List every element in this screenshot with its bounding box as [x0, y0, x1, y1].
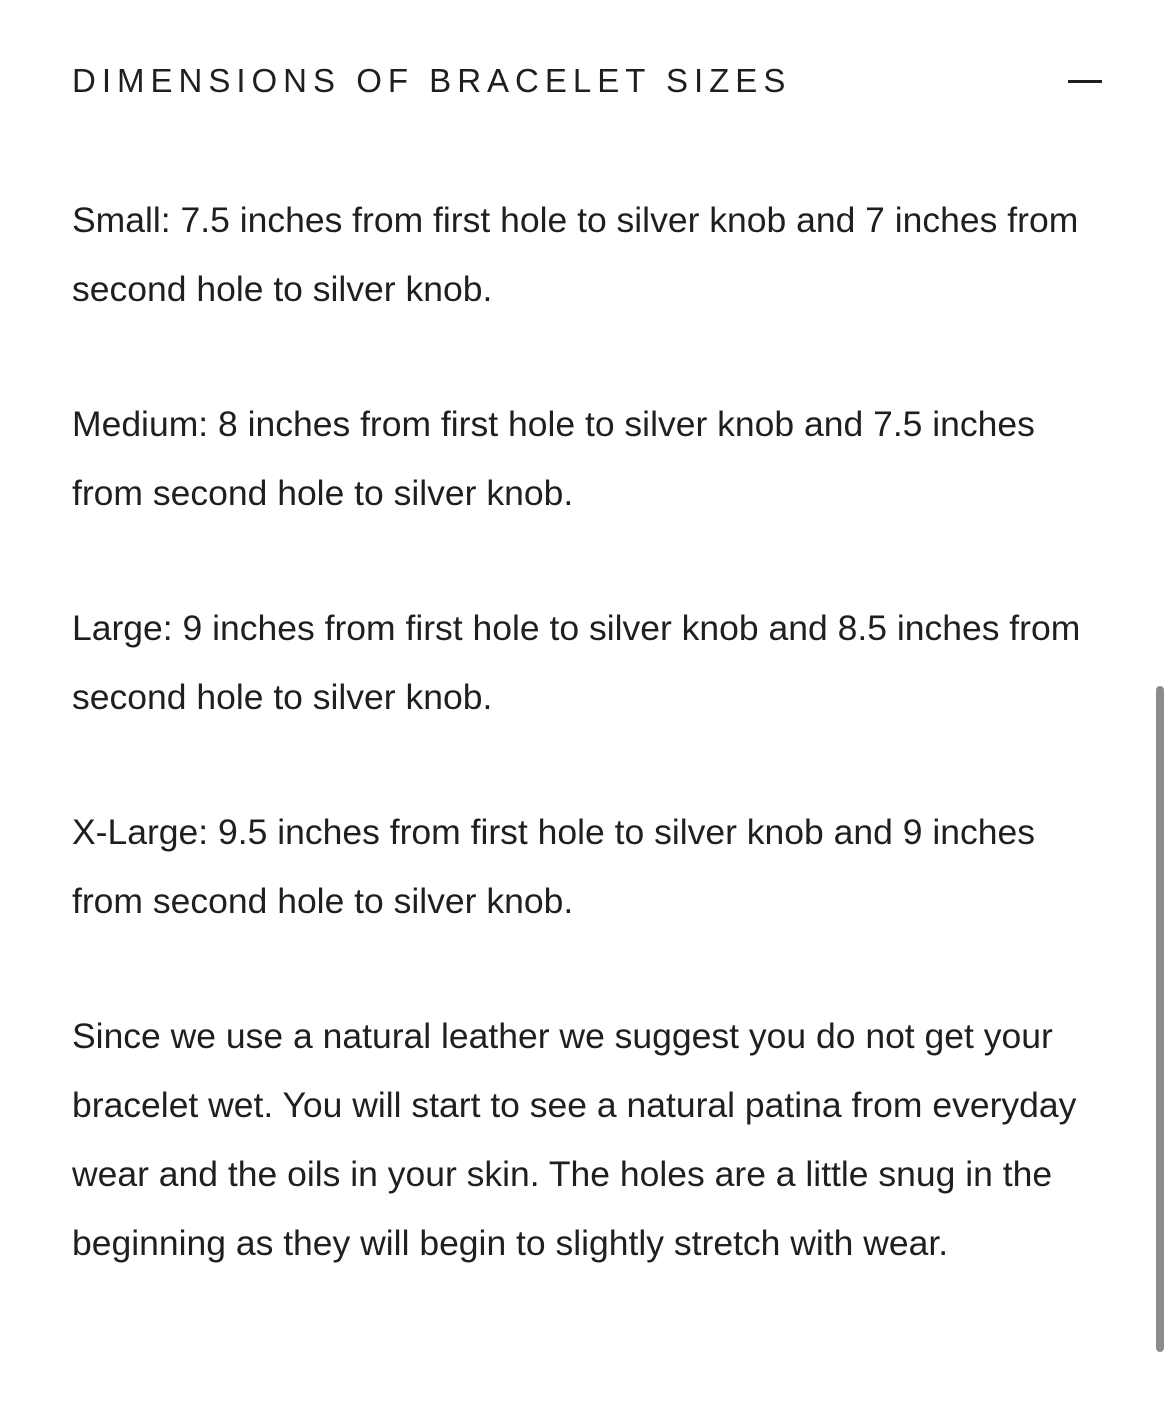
accordion-header[interactable]: [72, 56, 1102, 106]
accordion-title: DIMENSIONS OF BRACELET SIZES: [72, 62, 792, 99]
size-large-paragraph: Large: 9 inches from first hole to silver knob and 8.5 inches from second hole to silver knob.: [72, 608, 1081, 717]
size-medium-paragraph: Medium: 8 inches from first hole to silver knob and 7.5 inches from second hole to silver knob.: [72, 404, 1035, 513]
scrollbar[interactable]: [1156, 686, 1164, 1352]
size-small-paragraph: Small: 7.5 inches from first hole to silver knob and 7 inches from second hole to silver knob.: [72, 200, 1079, 309]
care-instructions-paragraph: Since we use a natural leather we suggest you do not get your bracelet wet. You will start to see a natural patina from everyday wear and the oils in your skin. The holes are a little snug in the beginning as they will begin to slightly stretch with wear.: [72, 1016, 1077, 1263]
scrollbar-thumb[interactable]: [1156, 686, 1164, 1352]
size-xlarge-paragraph: X-Large: 9.5 inches from first hole to silver knob and 9 inches from second hole to silver knob.: [72, 812, 1035, 921]
accordion-content: [72, 186, 1112, 1344]
minus-icon[interactable]: [1068, 66, 1102, 96]
